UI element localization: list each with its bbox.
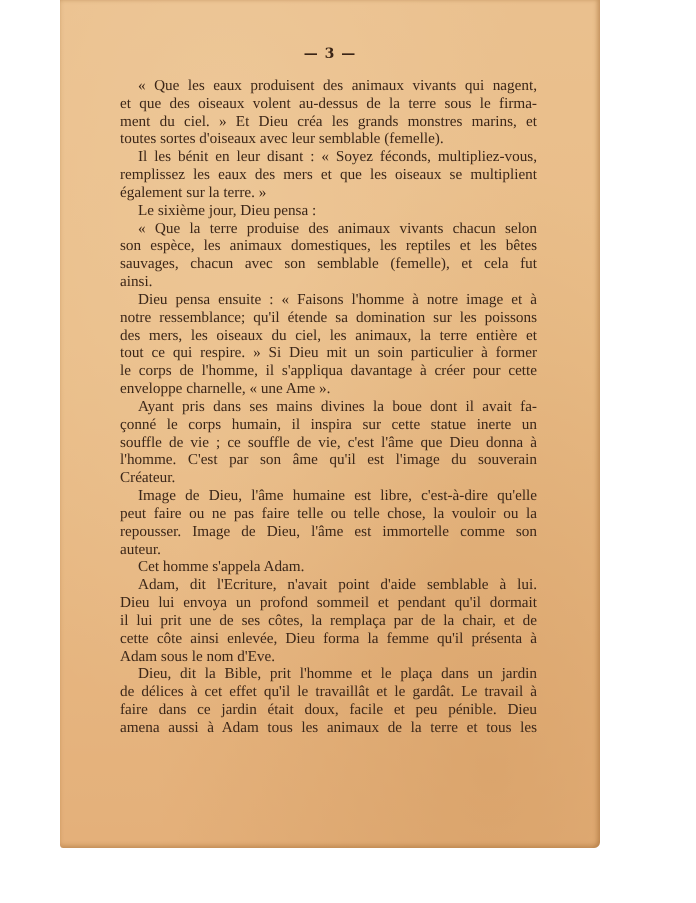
text-line: des mers, les oiseaux du ciel, les animaux, la terre entière et	[120, 326, 537, 344]
text-line: remplissez les eaux des mers et que les oiseaux se multiplient	[120, 166, 537, 184]
document-page	[60, 0, 600, 848]
text-line: Adam sous le nom d'Eve.	[120, 647, 276, 665]
text-line: « Que la terre produise des animaux vivants chacun selon	[138, 219, 537, 237]
text-line: Image de Dieu, l'âme humaine est libre, c'est-à-dire qu'elle	[138, 487, 537, 505]
text-line: Créateur.	[120, 469, 176, 487]
text-line: de délices à cet effet qu'il le travaillât et le gardât. Le travail à	[120, 683, 537, 701]
text-line: le corps de l'homme, il s'appliqua davantage à créer pour cette	[120, 362, 537, 380]
text-line: çonné le corps humain, il inspira sur cette statue inerte un	[120, 415, 537, 433]
text-line: il lui prit une de ses côtes, la remplaça par de la chair, et de	[120, 611, 537, 629]
text-line: notre ressemblance; qu'il étende sa domination sur les poissons	[120, 308, 537, 326]
text-line: amena aussi à Adam tous les animaux de la terre et tous les	[120, 718, 537, 736]
text-line: cette côte ainsi enlevée, Dieu forma la femme qu'il présenta à	[120, 629, 537, 647]
page-number: — 3 —	[303, 46, 357, 62]
text-line: Dieu lui envoya un profond sommeil et pendant qu'il dormait	[120, 594, 537, 612]
text-line: Ayant pris dans ses mains divines la boue dont il avait fa-	[138, 397, 537, 415]
text-line: enveloppe charnelle, « une Ame ».	[120, 380, 331, 398]
text-line: Adam, dit l'Ecriture, n'avait point d'aide semblable à lui.	[138, 576, 537, 594]
text-line: ment du ciel. » Et Dieu créa les grands monstres marins, et	[120, 112, 537, 130]
text-line: Cet homme s'appela Adam.	[138, 558, 305, 576]
text-line: Il les bénit en leur disant : « Soyez féconds, multipliez-vous,	[138, 148, 537, 166]
text-line: repousser. Image de Dieu, l'âme est immortelle comme son	[120, 522, 537, 540]
text-line: souffle de vie ; ce souffle de vie, c'est l'âme que Dieu donna à	[120, 433, 537, 451]
text-line: sauvages, chacun avec son semblable (femelle), et cela fut	[120, 255, 537, 273]
text-line: son espèce, les animaux domestiques, les reptiles et les bêtes	[120, 237, 537, 255]
text-line: et que des oiseaux volent au-dessus de la terre sous le firma-	[120, 94, 537, 112]
text-line: « Que les eaux produisent des animaux vivants qui nagent,	[138, 77, 537, 94]
text-line: faire dans ce jardin était doux, facile et peu pénible. Dieu	[120, 700, 537, 718]
text-line: tout ce qui respire. » Si Dieu mit un soin particulier à former	[120, 344, 537, 362]
text-line: Dieu pensa ensuite : « Faisons l'homme à notre image et à	[138, 290, 537, 308]
text-line: Le sixième jour, Dieu pensa :	[138, 201, 317, 219]
text-line: l'homme. C'est par son âme qu'il est l'image du souverain	[120, 451, 537, 469]
text-line: également sur la terre. »	[120, 183, 267, 201]
text-line: auteur.	[120, 540, 161, 558]
text-line: ainsi.	[120, 273, 153, 291]
text-line: peut faire ou ne pas faire telle ou telle chose, la vouloir ou la	[120, 504, 537, 522]
text-line: Dieu, dit la Bible, prit l'homme et le plaça dans un jardin	[138, 665, 537, 683]
text-line: toutes sortes d'oiseaux avec leur semblable (femelle).	[120, 130, 444, 148]
body-text	[120, 77, 537, 737]
